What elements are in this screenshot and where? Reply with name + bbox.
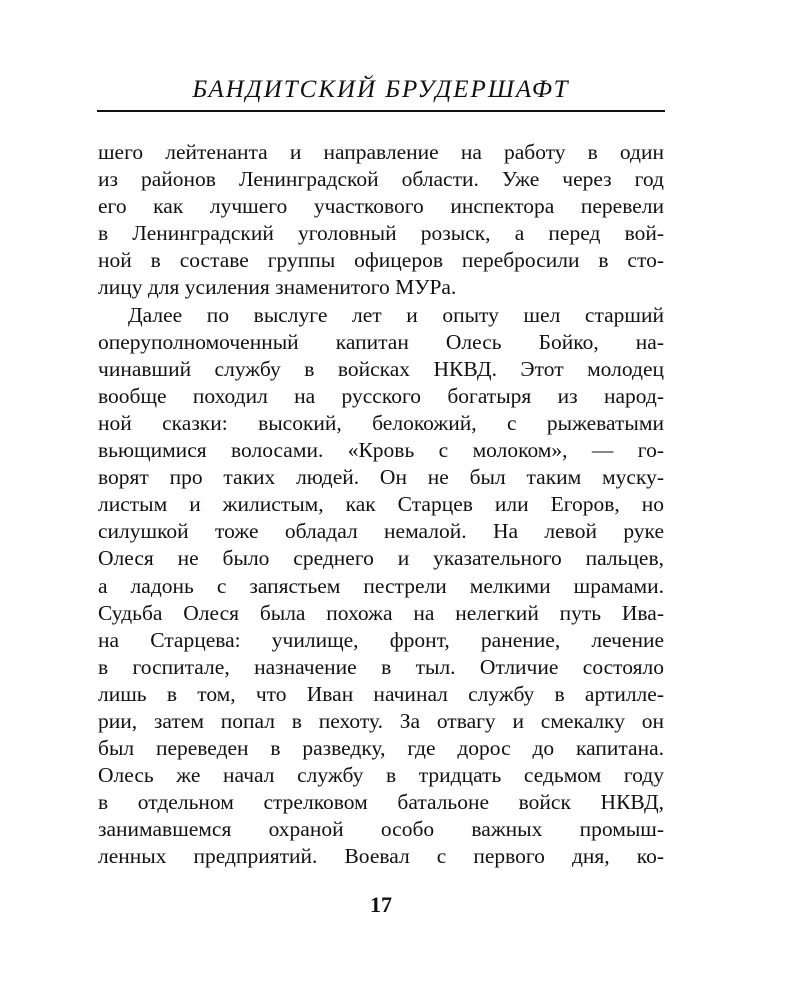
text-line: шего лейтенанта и направление на работу в один: [98, 140, 664, 164]
text-line: лишь в том, что Иван начинал службу в артилле-: [98, 681, 664, 706]
text-line: чинавший службу в войсках НКВД. Этот молодец: [98, 356, 664, 381]
text-line: лицу для усиления знаменитого МУРа.: [98, 275, 457, 300]
text-line: в Ленинградский уголовный розыск, а перед вой-: [98, 221, 664, 246]
text-line: ворят про таких людей. Он не был таким муску-: [98, 465, 664, 490]
page-number: 17: [370, 892, 392, 917]
text-line: занимавшемся охраной особо важных промыш-: [98, 817, 664, 842]
running-head: БАНДИТСКИЙ БРУДЕРШАФТ: [192, 76, 570, 103]
text-line: его как лучшего участкового инспектора перевели: [98, 194, 664, 219]
text-line: Далее по выслуге лет и опыту шел старший: [128, 302, 664, 327]
text-line: Олесь же начал службу в тридцать седьмом году: [98, 763, 664, 788]
text-line: Судьба Олеся была похожа на нелегкий путь Ива-: [98, 600, 664, 625]
text-line: вьющимися волосами. «Кровь с молоком», — го-: [98, 438, 664, 463]
text-line: вообще походил на русского богатыря из народ-: [98, 383, 664, 408]
header-rule: [97, 110, 665, 112]
text-line: был переведен в разведку, где дорос до капитана.: [98, 736, 664, 761]
text-line: рии, затем попал в пехоту. За отвагу и смекалку он: [98, 708, 664, 733]
text-line: силушкой тоже обладал немалой. На левой руке: [98, 519, 664, 544]
text-line: Олеся не было среднего и указательного пальцев,: [98, 546, 664, 571]
text-line: ленных предприятий. Воевал с первого дня, ко-: [98, 844, 664, 869]
text-line: оперуполномоченный капитан Олесь Бойко, на-: [98, 329, 664, 354]
body-text: [98, 139, 664, 871]
text-line: из районов Ленинградской области. Уже через год: [98, 167, 664, 192]
text-line: в отдельном стрелковом батальоне войск НКВД,: [98, 790, 664, 815]
text-line: ной в составе группы офицеров перебросили в сто-: [98, 248, 664, 273]
text-line: а ладонь с запястьем пестрели мелкими шрамами.: [98, 573, 664, 598]
text-line: листым и жилистым, как Старцев или Егоров, но: [98, 492, 664, 517]
text-line: ной сказки: высокий, белокожий, с рыжеватыми: [98, 410, 664, 435]
text-line: в госпитале, назначение в тыл. Отличие состояло: [98, 654, 664, 679]
text-line: на Старцева: училище, фронт, ранение, лечение: [98, 627, 664, 652]
